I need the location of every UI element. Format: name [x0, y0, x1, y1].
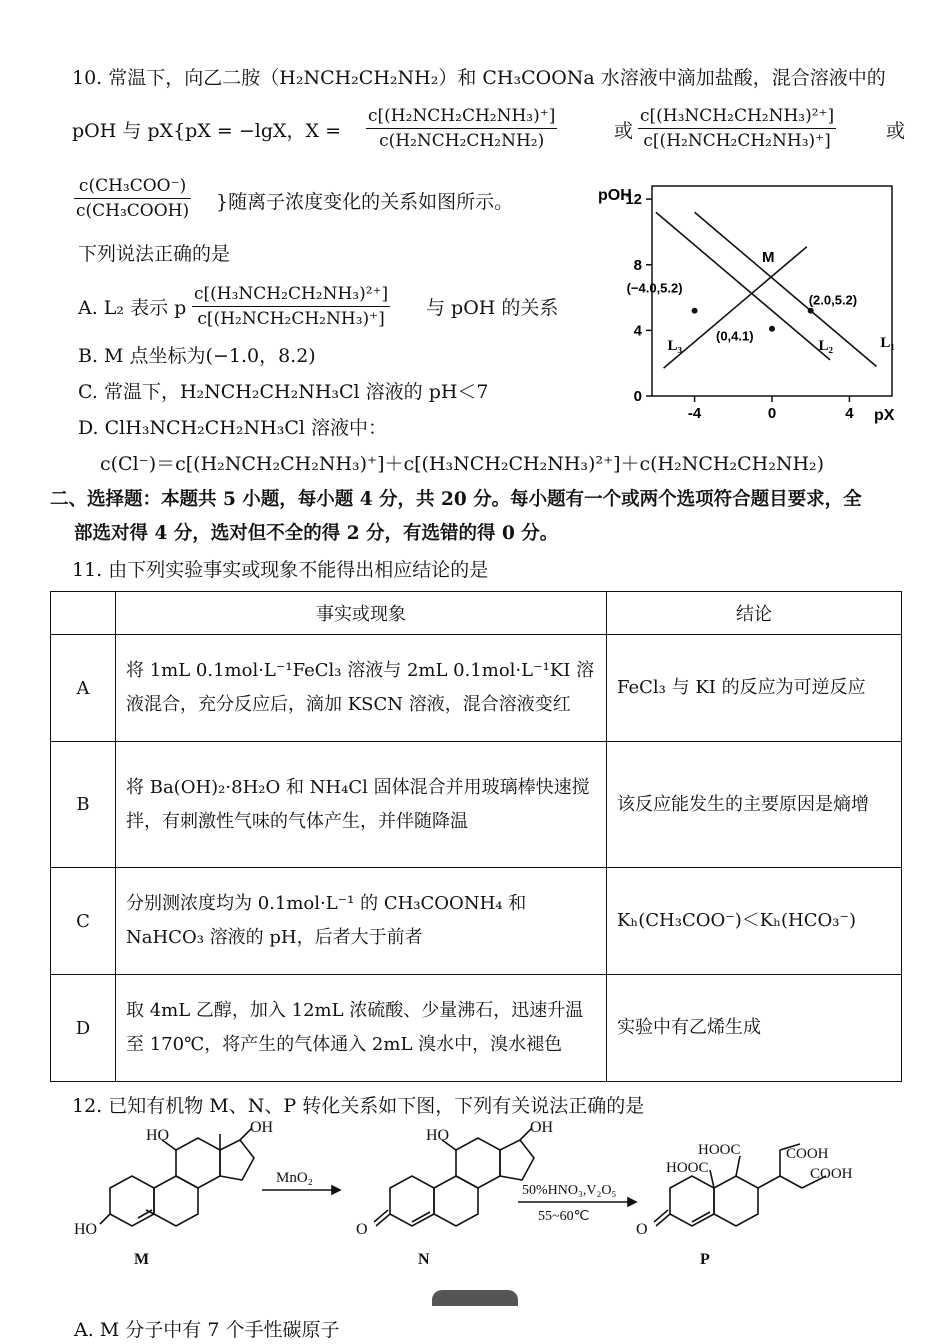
section2-line1: 二、选择题：本题共 5 小题，每小题 4 分，共 20 分。每小题有一个或两个选项符合题目要求，全: [50, 489, 862, 510]
molecule-P-hooc-2: HOOC: [698, 1142, 741, 1158]
reagent-2-bottom: 55~60℃: [538, 1209, 590, 1224]
q11-row-fact: 分别测浓度均为 0.1mol·L⁻¹ 的 CH₃COONH₄ 和 NaHCO₃ 溶液的 pH，后者大于前者: [116, 868, 607, 975]
chart-intersection-label: M: [762, 249, 775, 266]
table-row: [51, 742, 902, 868]
q11-row-fact: 将 1mL 0.1mol·L⁻¹FeCl₃ 溶液与 2mL 0.1mol·L⁻¹KI 溶液混合，充分反应后，滴加 KSCN 溶液，混合溶液变红: [116, 635, 607, 742]
q11-header-blank: [51, 592, 116, 635]
molecule-N-o-label: O: [356, 1221, 368, 1238]
q10-line3-suffix: }随离子浓度变化的关系如图所示。: [216, 191, 514, 213]
q10-optA-suffix: 与 pOH 的关系: [426, 297, 559, 319]
table-row: [51, 635, 902, 742]
molecule-P-hooc-1: HOOC: [666, 1160, 709, 1176]
chart-xtick-label: -4: [687, 405, 702, 422]
table-row: [51, 975, 902, 1082]
q10-optD-equation: c(Cl⁻)＝c[(H₂NCH₂CH₂NH₃)⁺]＋c[(H₃NCH₂CH₂NH₃)²⁺]＋c(H₂NCH₂CH₂NH₂): [100, 453, 825, 475]
q11-row-fact: 取 4mL 乙醇，加入 12mL 浓硫酸、少量沸石，迅速升温至 170℃，将产生的气体通入 2mL 溴水中，溴水褪色: [116, 975, 607, 1082]
q11-title: 11. 由下列实验事实或现象不能得出相应结论的是: [72, 559, 489, 581]
q10-or-1: 或: [614, 120, 634, 142]
chart-data-point: [692, 308, 698, 314]
q11-header-fact: 事实或现象: [116, 592, 607, 635]
q10-fraction-1: [366, 104, 557, 153]
q10-optB: B. M 点坐标为(−1.0，8.2): [78, 345, 316, 367]
q11-row-conclusion: FeCl₃ 与 KI 的反应为可逆反应: [607, 635, 902, 742]
q12-optA-partial: A. M 分子中有 7 个手性碳原子: [74, 1319, 340, 1341]
q10-optC: C. 常温下，H₂NCH₂CH₂NH₃Cl 溶液的 pH＜7: [78, 381, 489, 403]
q10-fraction-2: [638, 104, 836, 153]
section2-line2: 部选对得 4 分，选对但不全的得 2 分，有选错的得 0 分。: [74, 523, 559, 544]
chart-point-label: (2.0,5.2): [808, 292, 858, 308]
q12-title: 12. 已知有机物 M、N、P 转化关系如下图，下列有关说法正确的是: [72, 1095, 645, 1117]
arrow-1-head: [332, 1186, 340, 1194]
chart-series-label: L₃: [667, 338, 682, 355]
molecule-N-label: N: [418, 1251, 430, 1268]
chart-data-point: [769, 326, 775, 332]
chart-point-label: (−4.0,5.2): [626, 280, 683, 296]
q10-optD: D. ClH₃NCH₂CH₂NH₃Cl 溶液中：: [78, 417, 387, 439]
molecule-P-label: P: [700, 1251, 710, 1268]
page-bottom-tab: [432, 1290, 518, 1306]
q10-fraction-2-numerator: c[(H₃NCH₂CH₂NH₃)²⁺]: [638, 104, 836, 129]
q11-row-conclusion: Kₕ(CH₃COO⁻)＜Kₕ(HCO₃⁻): [607, 868, 902, 975]
chart-ytick-label: 4: [633, 322, 642, 340]
q12-reaction-scheme: [70, 1119, 880, 1280]
molecule-M-oh-top: OH: [250, 1119, 274, 1136]
reagent-1: MnO₂: [276, 1170, 313, 1186]
table-row: [51, 868, 902, 975]
q10-fraction-3-numerator: c(CH₃COO⁻): [74, 174, 191, 199]
q11-header-row: [51, 592, 902, 635]
q10-fraction-1-numerator: c[(H₂NCH₂CH₂NH₃)⁺]: [366, 104, 557, 129]
q10-or-2: 或: [886, 120, 906, 142]
chart-ytick-label: 8: [633, 256, 642, 274]
molecule-M-label: M: [134, 1251, 150, 1268]
q11-header-conclusion: 结论: [607, 592, 902, 635]
q10-chart: [590, 178, 910, 428]
molecule-M-ho-label: HO: [74, 1221, 98, 1238]
q11-table: [50, 591, 902, 1082]
chart-ytick-label: 0: [633, 388, 642, 405]
chart-series-label: L₁: [880, 334, 895, 351]
q10-optA-numerator: c[(H₃NCH₂CH₂NH₃)²⁺]: [192, 282, 390, 307]
chart-xtick-label: 4: [845, 405, 854, 422]
chart-series-label: L₂: [818, 338, 833, 355]
q10-fraction-3: [74, 174, 191, 223]
q11-row-option: D: [51, 975, 116, 1082]
molecule-P-cooh-2: COOH: [810, 1166, 853, 1182]
arrow-2-head: [628, 1198, 636, 1206]
chart-ylabel: pOH: [598, 187, 632, 204]
chart-ytick-label: 12: [625, 191, 642, 209]
q10-optA-fraction: [192, 282, 390, 331]
chart-xtick-label: 0: [767, 405, 777, 422]
reagent-2-top: 50%HNO₃,V₂O₅: [522, 1183, 617, 1198]
q10-optA-denominator: c[(H₂NCH₂CH₂NH₃)⁺]: [197, 309, 385, 329]
molecule-M: [74, 1119, 274, 1268]
q11-row-option: B: [51, 742, 116, 868]
chart-data-point: [808, 308, 814, 314]
chart-frame: [652, 186, 892, 396]
chart-series-line: [664, 247, 807, 368]
q11-row-option: C: [51, 868, 116, 975]
molecule-N-ho-top: HO: [426, 1127, 450, 1144]
molecule-M-ho-top: HO: [146, 1127, 170, 1144]
q10-fraction-1-denominator: c(H₂NCH₂CH₂NH₂): [379, 131, 545, 151]
q10-line2-prefix: pOH 与 pX{pX = −lgX，X =: [72, 120, 342, 142]
molecule-N-oh-top: OH: [530, 1119, 554, 1136]
q10-ask: 下列说法正确的是: [78, 243, 231, 265]
molecule-P-o-label: O: [636, 1221, 648, 1238]
q10-optA-prefix: A. L₂ 表示 p: [78, 297, 187, 319]
q11-row-conclusion: 实验中有乙烯生成: [607, 975, 902, 1082]
chart-point-label: (0,4.1): [716, 328, 754, 344]
q10-fraction-3-denominator: c(CH₃COOH): [76, 201, 190, 221]
molecule-P: [636, 1142, 853, 1268]
q11-row-conclusion: 该反应能发生的主要原因是熵增: [607, 742, 902, 868]
molecule-P-cooh-1: COOH: [786, 1146, 829, 1162]
q10-fraction-2-denominator: c[(H₂NCH₂CH₂NH₃)⁺]: [643, 131, 831, 151]
q10-line1: 10. 常温下，向乙二胺（H₂NCH₂CH₂NH₂）和 CH₃COONa 水溶液中滴加盐酸，混合溶液中的: [72, 67, 886, 89]
q11-row-option: A: [51, 635, 116, 742]
chart-xlabel: pX: [874, 407, 895, 424]
q11-row-fact: 将 Ba(OH)₂·8H₂O 和 NH₄Cl 固体混合并用玻璃棒快速搅拌，有刺激性气味的气体产生，并伴随降温: [116, 742, 607, 868]
